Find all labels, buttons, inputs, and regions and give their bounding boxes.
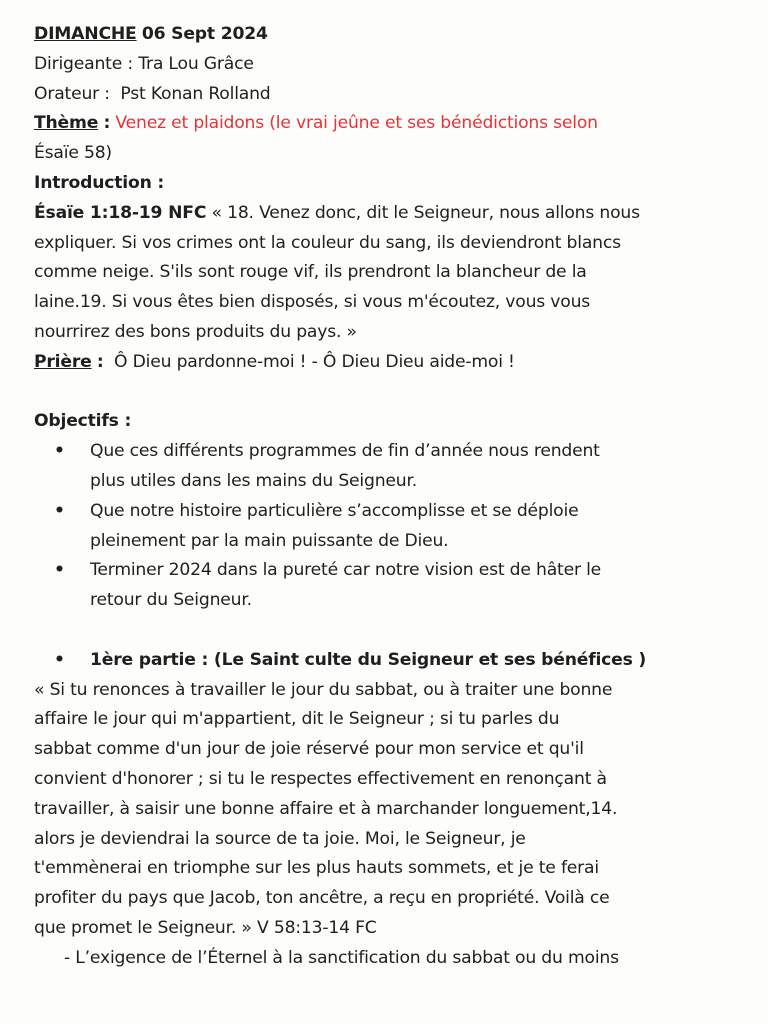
intro-verse-line-1 xyxy=(34,199,738,229)
list-item xyxy=(34,437,738,497)
intro-verse-text-1: « 18. Venez donc, dit le Seigneur, nous allons nous xyxy=(211,202,640,223)
intro-reference: Ésaïe 1:18-19 NFC xyxy=(34,202,207,223)
intro-verse-line-5: nourrirez des bons produits du pays. » xyxy=(34,321,357,342)
day-label: DIMANCHE xyxy=(34,24,137,44)
partie1-line: « Si tu renonces à travailler le jour du sabbat, ou à traiter une bonne xyxy=(34,679,613,700)
priere-text: Ô Dieu pardonne-moi ! - Ô Dieu Dieu aide-moi ! xyxy=(114,351,515,372)
orateur-line: Orateur : Pst Konan Rolland xyxy=(34,83,271,104)
list-item-line-2: plus utiles dans les mains du Seigneur. xyxy=(90,470,418,491)
list-item-line-2: pleinement par la main puissante de Dieu. xyxy=(90,530,449,551)
list-item-line-1: Que notre histoire particulière s’accomplisse et se déploie xyxy=(90,500,579,521)
objectifs-heading: Objectifs : xyxy=(34,411,132,432)
theme-line: Thème : Venez et plaidons (le vrai jeûne et ses bénédictions selon xyxy=(34,113,598,134)
orateur-label: Orateur xyxy=(34,83,100,104)
date-value: 06 Sept 2024 xyxy=(141,24,268,44)
priere-label: Prière xyxy=(34,351,92,372)
priere-line: Prière : Ô Dieu pardonne-moi ! - Ô Dieu Dieu aide-moi ! xyxy=(34,351,515,372)
orateur-value: Pst Konan Rolland xyxy=(120,83,271,104)
partie1-line: affaire le jour qui m'appartient, dit le Seigneur ; si tu parles du xyxy=(34,709,560,730)
objectifs-list xyxy=(34,437,738,616)
partie1-last-line: - L’exigence de l’Éternel à la sanctification du sabbat ou du moins xyxy=(64,947,619,968)
partie1-line: t'emmènerai en triomphe sur les plus hauts sommets, et je te ferai xyxy=(34,858,599,879)
dirigeante-label: Dirigeante xyxy=(34,53,123,74)
dirigeante-value: Tra Lou Grâce xyxy=(138,53,254,74)
list-item xyxy=(34,497,738,557)
partie1-heading: 1ère partie : (Le Saint culte du Seigneur et ses bénéfices ) xyxy=(90,649,647,670)
list-item-line-2: retour du Seigneur. xyxy=(90,590,252,611)
partie1-line: alors je deviendrai la source de ta joie. Moi, le Seigneur, je xyxy=(34,828,526,849)
intro-verse-line-2: expliquer. Si vos crimes ont la couleur du sang, ils deviendront blancs xyxy=(34,232,621,253)
dirigeante-line: Dirigeante : Tra Lou Grâce xyxy=(34,53,254,74)
partie1-line: sabbat comme d'un jour de joie réservé pour mon service et qu'il xyxy=(34,739,584,760)
list-item-line-1: Terminer 2024 dans la pureté car notre vision est de hâter le xyxy=(90,560,602,581)
list-item-line-1: Que ces différents programmes de fin d’année nous rendent xyxy=(90,441,600,462)
list-item xyxy=(34,646,738,676)
bullet-icon: • xyxy=(54,649,65,670)
partie1-line: que promet le Seigneur. » V 58:13-14 FC xyxy=(34,917,377,938)
list-item xyxy=(34,556,738,616)
theme-label: Thème xyxy=(34,113,99,134)
introduction-heading: Introduction : xyxy=(34,172,165,193)
bullet-icon: • xyxy=(54,560,65,581)
partie1-line: convient d'honorer ; si tu le respectes effectivement en renonçant à xyxy=(34,768,607,789)
date-line xyxy=(34,20,738,50)
spacer xyxy=(34,616,738,646)
partie1-line: profiter du pays que Jacob, ton ancêtre, a reçu en propriété. Voilà ce xyxy=(34,888,610,909)
partie1-line: travailler, à saisir une bonne affaire et à marchander longuement,14. xyxy=(34,798,618,819)
partie1-heading-list xyxy=(34,646,738,676)
bullet-icon: • xyxy=(54,441,65,462)
theme-line-2: Ésaïe 58) xyxy=(34,143,112,164)
intro-verse-line-3: comme neige. S'ils sont rouge vif, ils prendront la blancheur de la xyxy=(34,262,587,283)
bullet-icon: • xyxy=(54,500,65,521)
spacer xyxy=(34,378,738,408)
theme-text: Venez et plaidons (le vrai jeûne et ses bénédictions selon xyxy=(115,113,598,134)
intro-verse-line-4: laine.19. Si vous êtes bien disposés, si vous m'écoutez, vous vous xyxy=(34,292,591,313)
